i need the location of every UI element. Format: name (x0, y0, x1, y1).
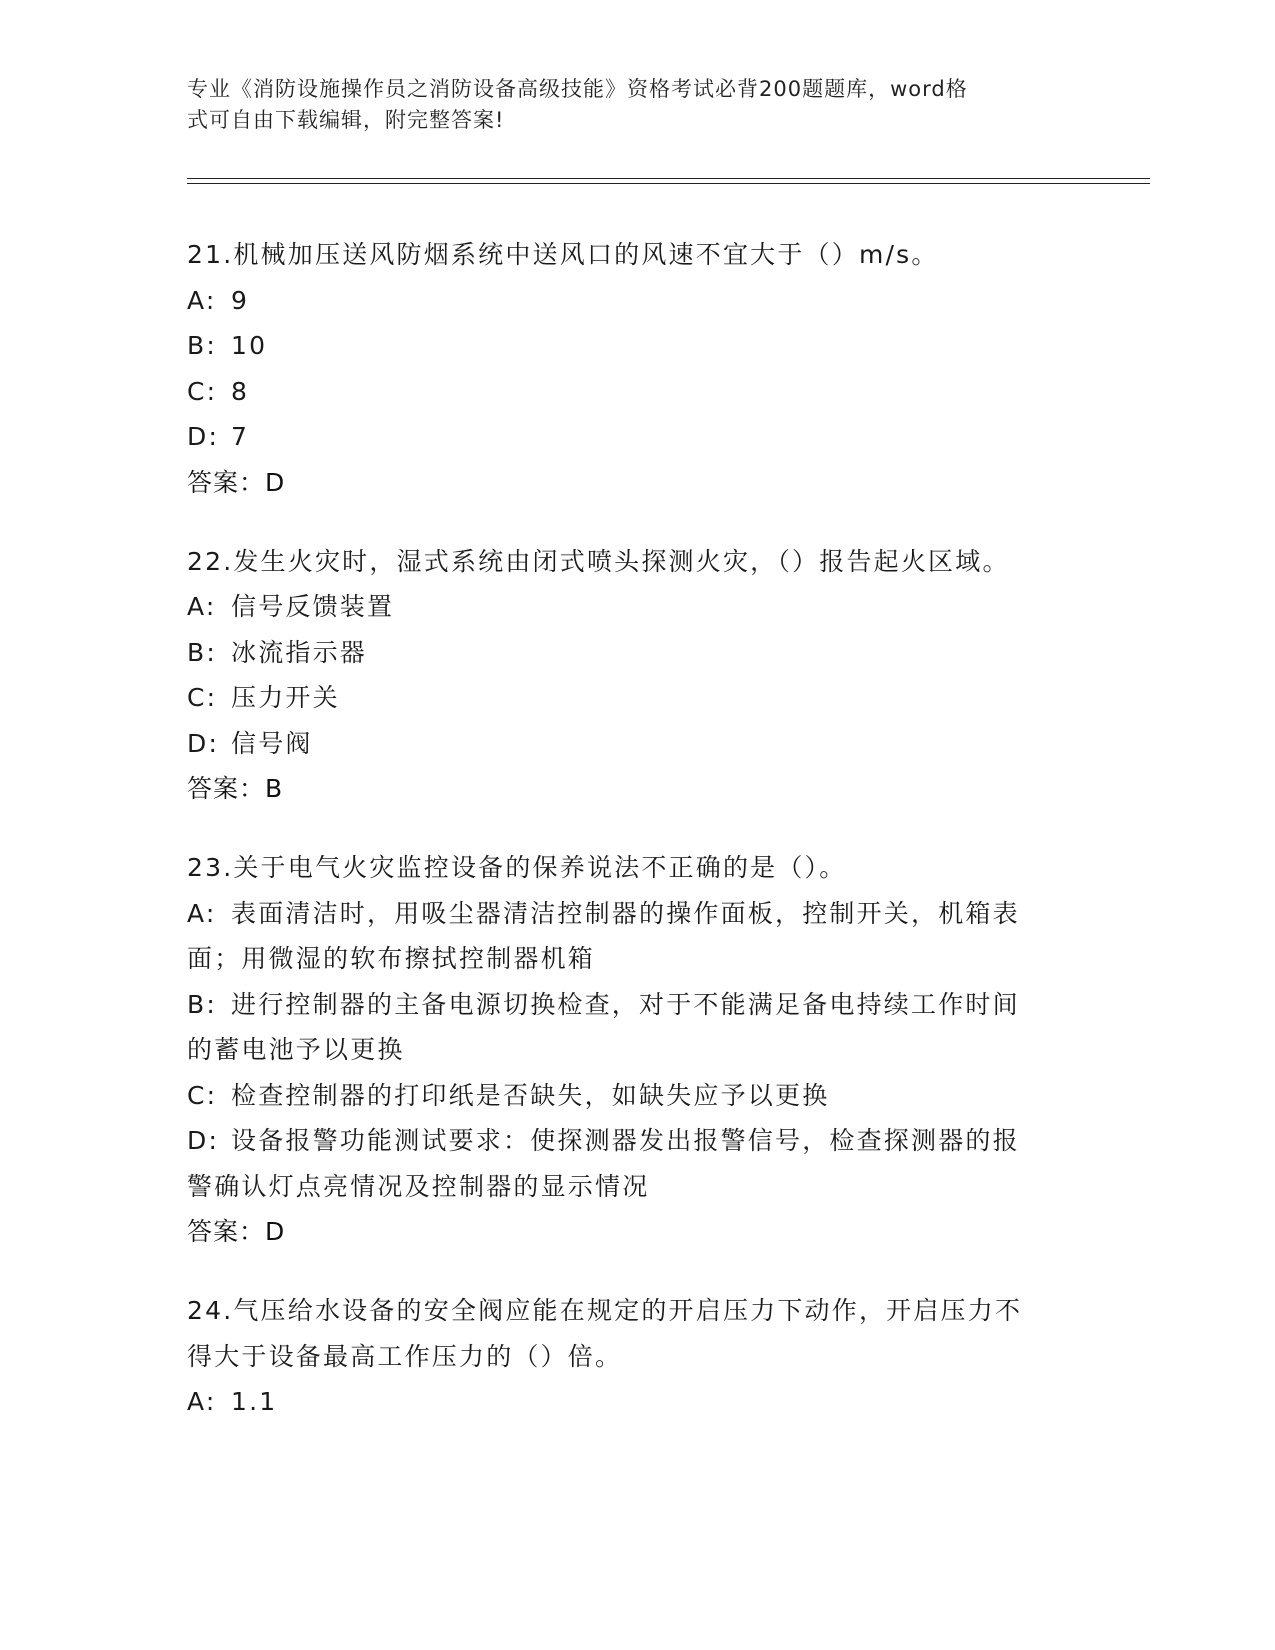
option-text: 信号反馈装置 (231, 592, 395, 621)
page-header (187, 74, 1067, 136)
option-b (187, 630, 1077, 676)
option-b-continued: 的蓄电池予以更换 (187, 1035, 405, 1064)
option-d (187, 721, 1077, 767)
header-line-1: 专业《消防设施操作员之消防设备高级技能》资格考试必背200题题库，word格 (187, 77, 968, 101)
option-c (187, 1073, 1077, 1119)
option-text: 1.1 (231, 1387, 278, 1416)
option-key: D: (187, 1126, 220, 1155)
question-list (187, 232, 1077, 1459)
header-double-rule (187, 178, 1150, 184)
option-key: C: (187, 376, 218, 406)
option-a (187, 584, 1077, 630)
option-text: 设备报警功能测试要求：使探测器发出报警信号，检查探测器的报 (231, 1126, 1020, 1155)
question-text: 23.关于电气火灾监控设备的保养说法不正确的是（）。 (187, 853, 847, 882)
question-22 (187, 539, 1077, 812)
question-23 (187, 845, 1077, 1254)
question-text: 21.机械加压送风防烟系统中送风口的风速不宜大于（）m/s。 (187, 240, 939, 269)
option-key: B: (187, 331, 217, 360)
question-text: 24.气压给水设备的安全阀应能在规定的开启压力下动作，开启压力不 (187, 1296, 1023, 1325)
option-key: C: (187, 683, 218, 712)
question-24 (187, 1288, 1077, 1425)
option-c (187, 675, 1077, 721)
option-d-continued: 警确认灯点亮情况及控制器的显示情况 (187, 1171, 650, 1201)
option-a (187, 278, 1077, 324)
option-key: B: (187, 637, 217, 667)
option-text: 进行控制器的主备电源切换检查，对于不能满足备电持续工作时间 (231, 989, 1020, 1019)
answer: 答案：B (187, 774, 284, 803)
option-text: 9 (231, 285, 250, 315)
option-key: A: (187, 898, 217, 928)
option-text: 冰流指示器 (231, 637, 368, 667)
option-key: A: (187, 285, 217, 315)
option-key: D: (187, 422, 220, 451)
question-text-continued: 得大于设备最高工作压力的（）倍。 (187, 1341, 623, 1371)
answer: 答案：D (187, 467, 286, 497)
option-text: 检查控制器的打印纸是否缺失，如缺失应予以更换 (231, 1080, 830, 1110)
option-b (187, 982, 1077, 1028)
option-key: C: (187, 1080, 218, 1110)
option-text: 7 (231, 422, 250, 451)
question-21 (187, 232, 1077, 505)
option-text: 8 (231, 376, 250, 406)
option-d (187, 1118, 1077, 1164)
header-line-2: 式可自由下载编辑，附完整答案! (187, 108, 505, 132)
question-text: 22.发生火灾时，湿式系统由闭式喷头探测火灾，（）报告起火区域。 (187, 546, 1010, 576)
answer: 答案：D (187, 1217, 286, 1246)
option-key: A: (187, 1387, 217, 1416)
option-a (187, 1379, 1077, 1425)
option-c (187, 369, 1077, 415)
option-a-continued: 面；用微湿的软布擦拭控制器机箱 (187, 944, 596, 973)
option-text: 10 (231, 331, 268, 360)
option-b (187, 323, 1077, 369)
option-text: 信号阀 (231, 728, 313, 758)
option-d (187, 414, 1077, 460)
option-text: 压力开关 (231, 683, 340, 712)
option-key: D: (187, 728, 220, 758)
option-key: A: (187, 592, 217, 621)
option-key: B: (187, 989, 217, 1019)
option-a (187, 891, 1077, 937)
option-text: 表面清洁时，用吸尘器清洁控制器的操作面板，控制开关，机箱表 (231, 898, 1020, 928)
